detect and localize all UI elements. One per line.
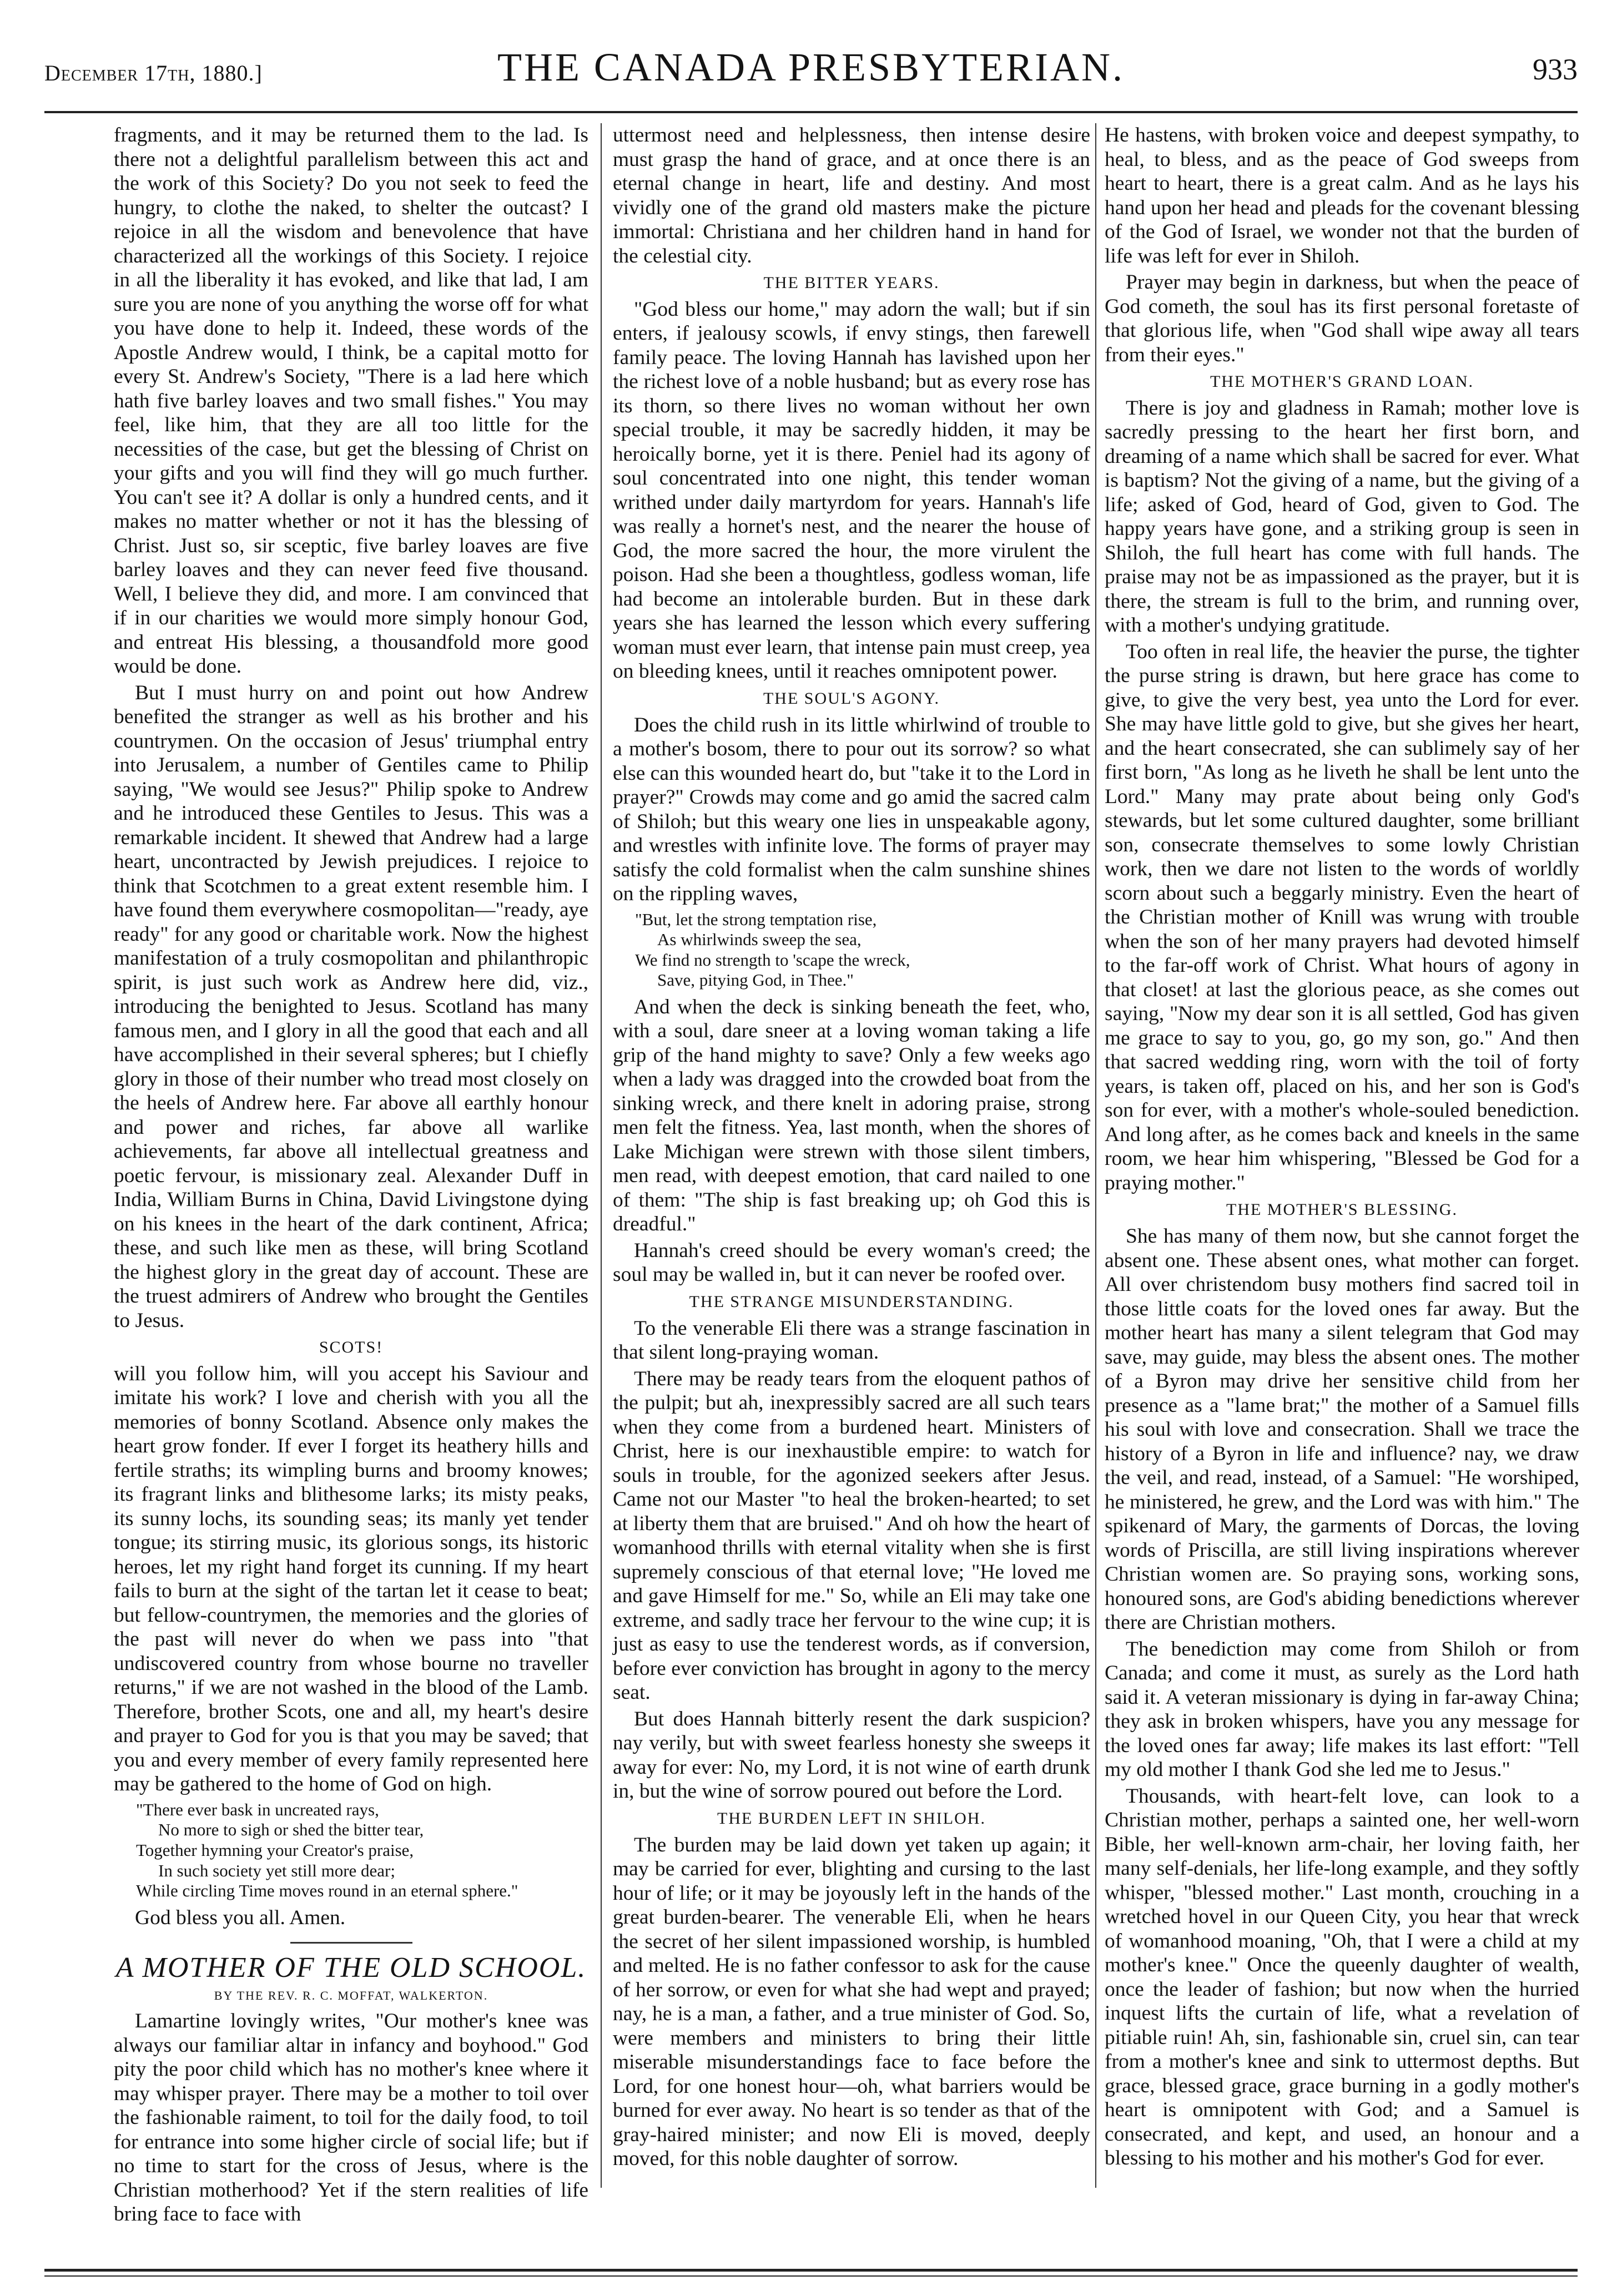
paragraph: fragments, and it may be returned them to the lad. Is there not a delightful parallelism between this act and the work of this Society? Do you not seek to feed the hungry, to clothe the naked, to shelter the outcast? I rejoice in all the wisdom and benevolence that have characterized all the workings of this Society. I rejoice in all the liberality it has evoked, and like that lad, I am sure you are none of you anything the worse off for what you have done to help it. Indeed, these words of the Apostle Andrew would, I think, be a capital motto for every St. Andrew's Society, "There is a lad here which hath five barley loaves and two small fishes." You may feel, like him, that they are all too little for the necessities of the case, but get the blessing of Christ on your gifts and you will find they will go much further. You can't see it? A dollar is only a hundred cents, and it makes no matter whether or not it has the blessing of Christ. Just so, sir sceptic, five barley loaves are five barley loaves and they can never feed five thousand. Well, I believe they did, and more. I am convinced that if in our charities we would more simply honour God, and entreat His blessing, a thousandfold more good would be done.	[114, 124, 588, 678]
verse-line: As whirlwinds sweep the sea,	[657, 930, 862, 950]
paragraph: uttermost need and helplessness, then intense desire must grasp the hand of grace, and at once there is an eternal change in heart, life and destiny. And most vividly one of the grand old masters make the picture immortal: Christiana and her children hand in hand for the celestial city.	[613, 124, 1090, 268]
article-title: A MOTHER OF THE OLD SCHOOL.	[115, 1952, 587, 1984]
verse-quote	[635, 910, 1090, 991]
paragraph: God bless you all. Amen.	[135, 1906, 346, 1929]
masthead-title: THE CANADA PRESBYTERIAN.	[497, 45, 1125, 89]
section-heading: SCOTS!	[319, 1338, 384, 1356]
paragraph: The benediction may come from Shiloh or from Canada; and come it must, as surely as the Lord hath said it. A veteran missionary is dying in far-away China; they ask in broken whispers, have you any message for the loved ones far away; life makes its last effort: "Tell my old mother I thank God she led me to Jesus."	[1105, 1637, 1579, 1782]
issue-date: December 17th, 1880.]	[44, 60, 263, 85]
section-heading: THE SOUL'S AGONY.	[763, 689, 940, 708]
paragraph: But does Hannah bitterly resent the dark suspicion? nay verily, but with sweet fearless honesty she sweeps it away for ever: No, my Lord, it is not wine of earth drunk in, but the wine of sorrow poured out before the Lord.	[613, 1707, 1090, 1803]
section-heading: THE MOTHER'S GRAND LOAN.	[1210, 372, 1474, 391]
verse-line: We find no strength to 'scape the wreck,	[635, 950, 910, 970]
paragraph: There is joy and gladness in Ramah; mother love is sacredly pressing to the heart her first born, and dreaming of a name which shall be sacred for ever. What is baptism? Not the giving of a name, but the giving of a life; asked of God, heard of God, given to God. The happy years have gone, and a striking group is seen in Shiloh, the full heart has come with full hands. The praise may not be as impassioned as the prayer, but it is there, the stream is full to the brim, and running over, with a mother's undying gratitude.	[1105, 396, 1579, 637]
header-rule	[44, 111, 1578, 113]
verse-line: While circling Time moves round in an eternal sphere."	[136, 1881, 518, 1901]
verse-line: In such society yet still more dear;	[158, 1860, 395, 1880]
verse-quote	[136, 1800, 588, 1901]
paragraph: "God bless our home," may adorn the wall; but if sin enters, if jealousy scowls, if envy stings, then farewell family peace. The loving Hannah has lavished upon her the richest love of a noble husband; but as every rose has its thorn, so there lives no woman without her own special trouble, it may be sacredly hidden, it may be heroically borne, yet it is there. Peniel had its agony of soul concentrated into one night, this tender woman writhed under daily martyrdom for years. Hannah's life was really a hornet's nest, and the nearer the house of God, the more sacred the hour, the more virulent the poison. Had she been a thoughtless, godless woman, life had become an intolerable burden. But in these dark years she has learned the lesson which every suffering woman must ever learn, that intense pain must creep, yea on bleeding knees, until it reaches omnipotent power.	[613, 297, 1090, 683]
article-divider	[290, 1942, 412, 1944]
column-divider	[601, 123, 602, 2188]
section-heading: THE STRANGE MISUNDERSTANDING.	[689, 1292, 1014, 1311]
section-heading: THE BITTER YEARS.	[763, 274, 940, 292]
paragraph: Prayer may begin in darkness, but when the peace of God cometh, the soul has its first personal foretaste of that glorious life, when "God shall wipe away all tears from their eyes."	[1105, 271, 1579, 366]
paragraph: The burden may be laid down yet taken up again; it may be carried for ever, blighting and cursing to the last hour of life; or it may be joyously left in the hands of the great burden-bearer. The venerable Eli, when he hears the secret of her silent impassioned worship, is humbled and melted. He is no father confessor to ask for the cause of her sorrow, or even for what she had wept and prayed; nay, he is a man, a father, and a true minister of God. So, were members and ministers to bring their little miserable misunderstandings face to face before the Lord, for one honest hour—oh, what barriers would be burned for ever away. No heart is so tender as that of the gray-haired minister; and now Eli is moved, deeply moved, for this noble daughter of sorrow.	[613, 1833, 1090, 2170]
verse-line: "There ever bask in uncreated rays,	[136, 1799, 379, 1819]
column-divider	[1095, 123, 1096, 2188]
paragraph: Thousands, with heart-felt love, can look to a Christian mother, perhaps a sainted one, her well-worn Bible, her well-known arm-chair, her loving faith, her many self-denials, her life-long example, and they softly whisper, "blessed mother." Last month, crouching in a wretched hovel in our Queen City, you hear that wreck of womanhood moaning, "Oh, that I were a child at my mother's knee." Once the queenly daughter of wealth, once the leader of fashion; but now when the hurried inquest lifts the curtain of life, what a revelation of pitiable ruin! Ah, sin, fashionable sin, cruel sin, can tear from a mother's knee and sink to uttermost depths. But grace, blessed grace, grace burning in a godly mother's heart is omnipotent with God; and a Samuel is consecrated, and kept, and used, an honour and a blessing to his mother and his mother's God for ever.	[1105, 1784, 1579, 2170]
page-header	[44, 39, 1578, 105]
verse-line: No more to sigh or shed the bitter tear,	[158, 1820, 424, 1840]
section-heading: THE MOTHER'S BLESSING.	[1226, 1200, 1458, 1219]
paragraph: And when the deck is sinking beneath the feet, who, with a soul, dare sneer at a loving woman taking a life grip of the hand mighty to save? Only a few weeks ago when a lady was dragged into the crowded boat from the sinking wreck, and there knelt in adoring praise, strong men felt the fitness. Yea, last month, when the shores of Lake Michigan were strewn with those silent timbers, men read, with deepest emotion, that card nailed to one of them: "The ship is fast breaking up; oh God this is dreadful."	[613, 995, 1090, 1236]
column-3	[1105, 123, 1579, 2210]
paragraph: There may be ready tears from the eloquent pathos of the pulpit; but ah, inexpressibly sacred are all such tears when they come from a burdened heart. Ministers of Christ, here is our inexhaustible empire: to watch for souls in trouble, for the agonized seekers after Jesus. Came not our Master "to heal the broken-hearted; to set at liberty them that are bruised." And oh how the heart of womanhood thrills with eternal vitality when she is first supremely conscious of that eternal love; "He loved me and gave Himself for me." So, while an Eli may take one extreme, and sadly trace her fervour to the wine cup; it is just as easy to use the tenderest words, as if conversion, before ever conviction has brought in agony to the mercy seat.	[613, 1367, 1090, 1704]
paragraph: To the venerable Eli there was a strange fascination in that silent long-praying woman.	[613, 1316, 1090, 1364]
paragraph: Too often in real life, the heavier the purse, the tighter the purse string is drawn, but here grace has come to give, to give the very best, yea unto the Lord for ever. She may have little gold to give, but she gives her heart, and the heart consecrated, she can sublimely say of her first born, "As long as he liveth he shall be lent unto the Lord." Many may prate about being only God's stewards, but let some cultured daughter, some brilliant son, consecrate themselves to some lowly Christian work, then we dare not listen to the words of worldly scorn about such a beggarly ministry. Even the heart of the Christian mother of Knill was wrung with trouble when the son of her many prayers had devoted himself to the far-off work of Christ. What hours of agony in that closet! at last the glorious peace, as she comes out saying, "Now my dear son it is all settled, God has given me grace to say to you, go, go my son, go." And then that sacred wedding ring, worn with the toil of forty years, is taken off, placed on his, and her son is God's son for ever, with a mother's whole-souled benediction. And long after, as he comes back and kneels in the same room, we hear him whispering, "Blessed be God for a praying mother."	[1105, 640, 1579, 1194]
page-number: 933	[1533, 53, 1578, 86]
paragraph: But I must hurry on and point out how Andrew benefited the stranger as well as his brother and his countrymen. On the occasion of Jesus' triumphal entry into Jerusalem, a number of Gentiles came to Philip saying, "We would see Jesus?" Philip spoke to Andrew and he introduced these Gentiles to Jesus. This was a remarkable incident. It shewed that Andrew had a large heart, uncontracted by Jewish prejudices. I rejoice to think that Scotchmen to a great extent resemble him. I have found them everywhere cosmopolitan—"ready, aye ready" for any good or charitable work. Now the highest manifestation of a truly cosmopolitan and philanthropic spirit, is just such work as Andrew here did, viz., introducing the benighted to Jesus. Scotland has many famous men, and I glory in all the good that each and all have accomplished in their several spheres; but I chiefly glory in those of their number who tread most closely on the heels of Andrew here. Far above all earthly honour and power and riches, far above all warlike achievements, far above all intellectual greatness and poetic fervour, is missionary zeal. Alexander Duff in India, William Burns in China, David Livingstone dying on his knees in the heart of the dark continent, Africa; these, and such like men as these, will bring Scotland the highest glory in the great day of account. These are the truest admirers of Andrew who brought the Gentiles to Jesus.	[114, 681, 588, 1332]
footer-rule-thin	[44, 2275, 1578, 2277]
column-1	[114, 123, 588, 2226]
column-2	[613, 123, 1090, 2210]
paragraph: Hannah's creed should be every woman's creed; the soul may be walled in, but it can never be roofed over.	[613, 1239, 1090, 1286]
paragraph: Lamartine lovingly writes, "Our mother's knee was always our familiar altar in infancy and boyhood." God pity the poor child which has no mother's knee where it may whisper prayer. There may be a mother to toil over the fashionable raiment, to toil for the daily food, to toil for entrance into some higher circle of social life; but if no time to start for the cross of Jesus, where is the Christian motherhood? Yet if the stern realities of life bring face to face with	[114, 2010, 588, 2226]
article-byline: BY THE REV. R. C. MOFFAT, WALKERTON.	[214, 1988, 488, 2002]
paragraph: will you follow him, will you accept his Saviour and imitate his work? I love and cherish with you all the memories of bonny Scotland. Absence only makes the heart grow fonder. If ever I forget its heathery hills and fertile straths; its wimpling burns and broomy knowes; its fragrant links and blithesome larks; its misty peaks, its sunny lochs, its sounding seas; its manly yet tender tongue; its stirring music, its glorious songs, its historic heroes, let my right hand forget its cunning. If my heart fails to burn at the sight of the tartan let it cease to beat; but fellow-countrymen, the memories and the glories of the past will never do when we pass into "that undiscovered country from whose bourne no traveller returns," if we are not washed in the blood of the Lamb. Therefore, brother Scots, one and all, my heart's desire and prayer to God for you is that you may be saved; that you and every member of every family represented here may be gathered to the home of God on high.	[114, 1362, 588, 1796]
verse-line: Together hymning your Creator's praise,	[136, 1840, 414, 1860]
section-heading: THE BURDEN LEFT IN SHILOH.	[717, 1809, 986, 1828]
paragraph: He hastens, with broken voice and deepest sympathy, to heal, to bless, and as the peace of God sweeps from heart to heart, there is a great calm. And as he lays his hand upon her head and pleads for the covenant blessing of the God of Israel, we wonder not that the burden of life was left for ever in Shiloh.	[1105, 124, 1579, 268]
verse-line: "But, let the strong temptation rise,	[635, 909, 877, 929]
verse-line: Save, pitying God, in Thee."	[657, 970, 854, 990]
paragraph: She has many of them now, but she cannot forget the absent one. These absent ones, what mother can forget. All over christendom busy mothers find sacred toil in those little coats for the loved ones far away. But the mother heart has many a silent telegram that God may save, may guide, may bless the absent ones. The mother of a Byron may drive her sensitive child from her presence as a "lame brat;" the mother of a Samuel fills his soul with love and consecration. Shall we trace the history of a Byron in life and influence? nay, we draw the veil, and read, instead, of a Samuel: "He worshiped, he ministered, he grew, and the Lord was with him." The spikenard of Mary, the garments of Dorcas, the loving words of Priscilla, are still living inspirations wherever Christian women are. So praying sons, working sons, honoured sons, are God's abiding benedictions wherever there are Christian mothers.	[1105, 1225, 1579, 1634]
paragraph: Does the child rush in its little whirlwind of trouble to a mother's bosom, there to pour out its sorrow? so what else can this wounded heart do, but "take it to the Lord in prayer?" Crowds may come and go amid the sacred calm of Shiloh; but this weary one lies in unspeakable agony, and wrestles with infinite love. The forms of prayer may satisfy the cold formalist when the calm sunshine shines on the rippling waves,	[613, 713, 1090, 906]
footer-rule	[44, 2269, 1578, 2272]
